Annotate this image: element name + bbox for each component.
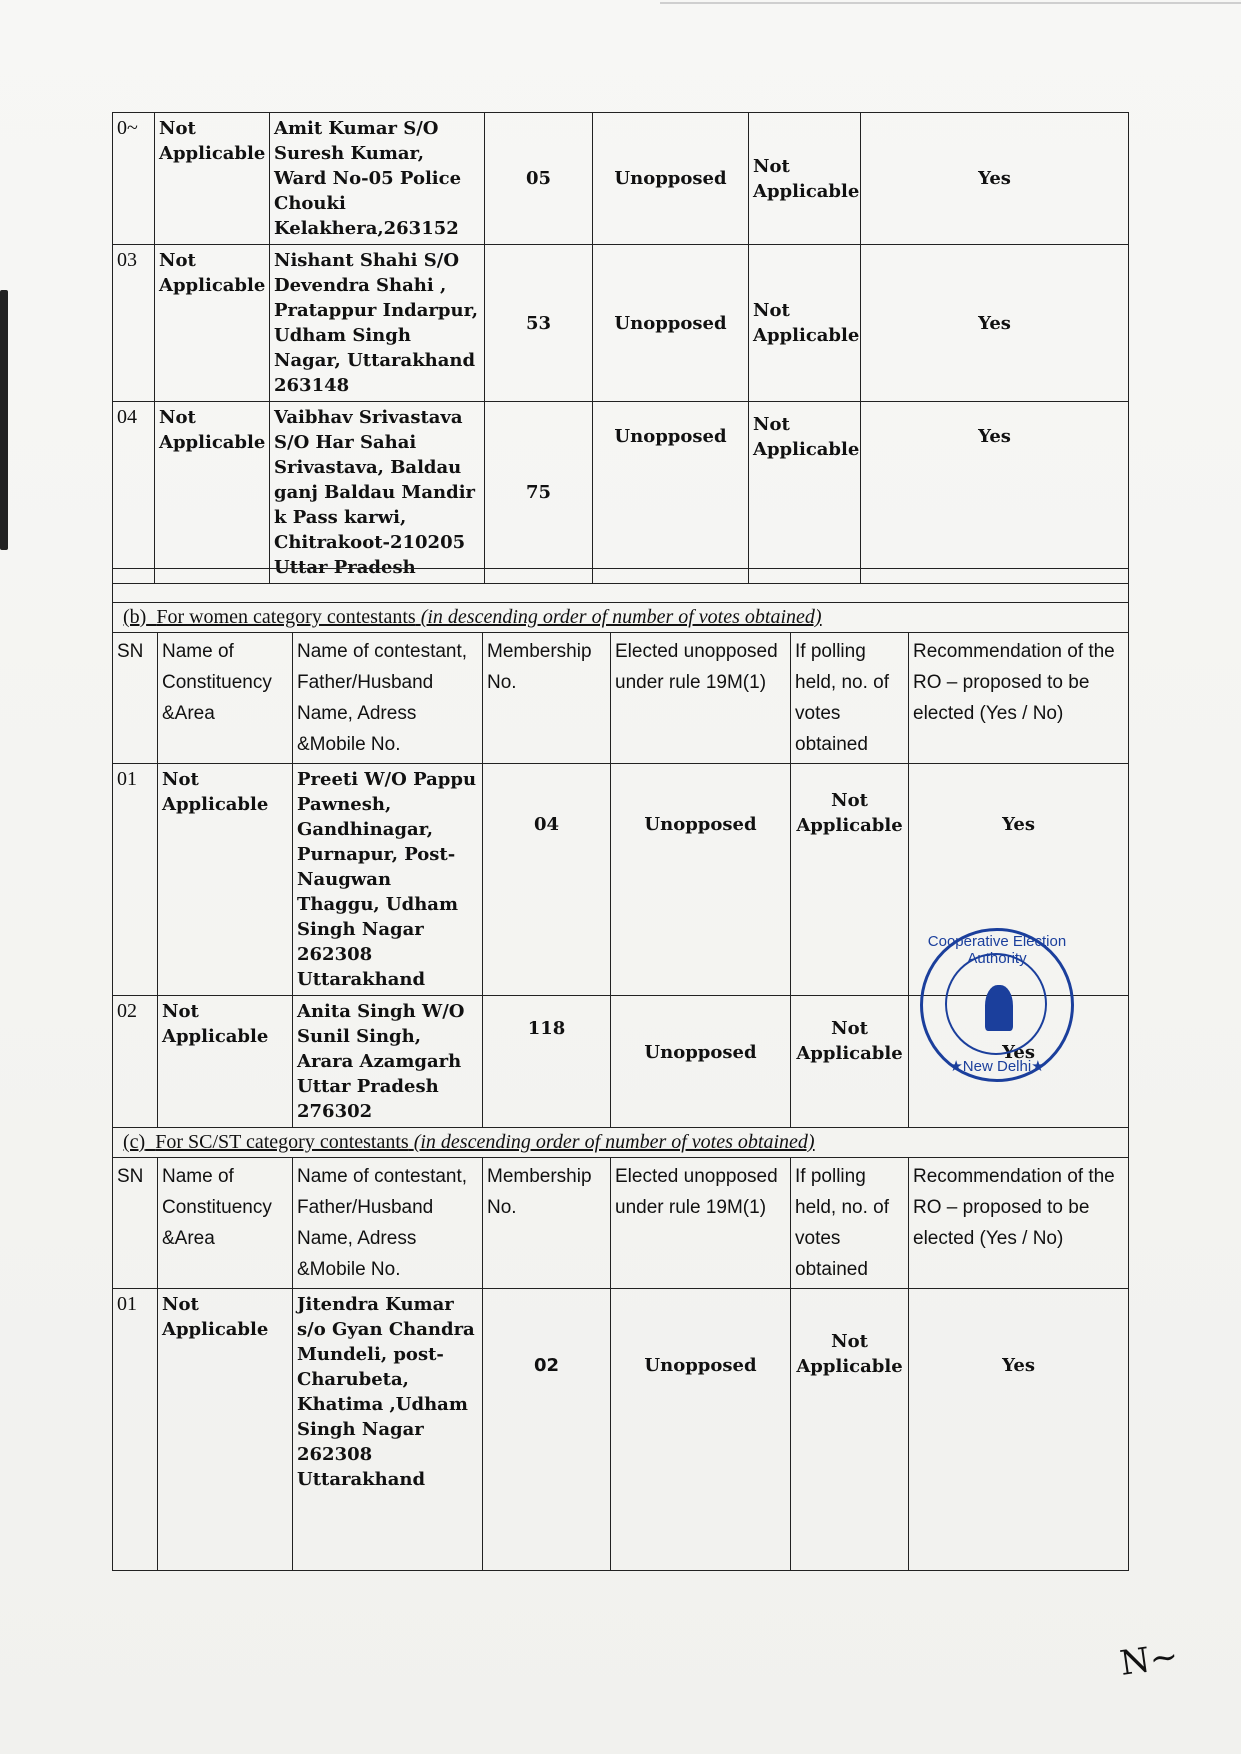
membership-cell: 05 — [485, 113, 593, 245]
section-b-note: (in descending order of number of votes obtained) — [420, 606, 822, 628]
constituency-cell: Not Applicable — [155, 245, 270, 402]
sn-cell: 01 — [113, 1289, 158, 1571]
stamp-inner-ring — [945, 953, 1047, 1055]
section-c-heading — [113, 1128, 1129, 1158]
section-b-prefix: (b) — [123, 606, 147, 628]
contestant-cell: Preeti W/O Pappu Pawnesh, Gandhinagar, Purnapur, Post-Naugwan Thaggu, Udham Singh Nagar 262308 Uttarakhand — [293, 764, 483, 996]
recommendation-cell: Yes — [909, 764, 1129, 996]
section-c-heading-row — [113, 1128, 1129, 1158]
section-c-header-row — [113, 1158, 1129, 1289]
header-membership: Membership No. — [483, 1158, 611, 1289]
elected-cell: Unopposed — [593, 402, 749, 584]
sn-cell: 02 — [113, 996, 158, 1128]
table-row — [113, 245, 1129, 402]
header-votes: If polling held, no. of votes obtained — [791, 1158, 909, 1289]
membership-cell: 53 — [485, 245, 593, 402]
header-contestant: Name of contestant, Father/Husband Name, Adress &Mobile No. — [293, 1158, 483, 1289]
section-b-heading-row — [113, 603, 1129, 633]
table-row — [113, 113, 1129, 245]
official-seal-stamp — [920, 928, 1074, 1082]
sn-cell: 0~ — [113, 113, 155, 245]
section-b-heading — [113, 603, 1129, 633]
header-contestant: Name of contestant, Father/Husband Name, Adress &Mobile No. — [293, 633, 483, 764]
constituency-cell: Not Applicable — [155, 113, 270, 245]
header-constituency: Name of Constituency &Area — [158, 1158, 293, 1289]
recommendation-cell: Yes — [861, 402, 1129, 584]
header-recommendation: Recommendation of the RO – proposed to be elected (Yes / No) — [909, 1158, 1129, 1289]
elected-cell: Unopposed — [593, 113, 749, 245]
section-c-prefix: (c) — [123, 1131, 146, 1153]
header-membership: Membership No. — [483, 633, 611, 764]
elected-cell: Unopposed — [593, 245, 749, 402]
spacer-row — [113, 569, 1129, 603]
votes-cell: Not Applicable — [791, 1289, 909, 1571]
contestant-cell: Amit Kumar S/O Suresh Kumar, Ward No-05 Police Chouki Kelakhera,263152 — [270, 113, 485, 245]
sn-cell: 03 — [113, 245, 155, 402]
constituency-cell: Not Applicable — [158, 1289, 293, 1571]
header-sn: SN — [113, 633, 158, 764]
constituency-cell: Not Applicable — [158, 764, 293, 996]
table-row — [113, 1289, 1129, 1571]
constituency-cell: Not Applicable — [155, 402, 270, 584]
contestant-cell: Jitendra Kumar s/o Gyan Chandra Mundeli, post-Charubeta, Khatima ,Udham Singh Nagar 262308 Uttarakhand — [293, 1289, 483, 1571]
header-constituency: Name of Constituency &Area — [158, 633, 293, 764]
section-b-title: For women category contestants — [156, 606, 416, 628]
stamp-bottom-text: ★New Delhi★ — [949, 1058, 1045, 1075]
votes-cell: Not Applicable — [791, 996, 909, 1128]
sn-cell: 01 — [113, 764, 158, 996]
votes-cell: Not Applicable — [791, 764, 909, 996]
constituency-cell: Not Applicable — [158, 996, 293, 1128]
elected-cell: Unopposed — [611, 764, 791, 996]
contestant-cell: Nishant Shahi S/O Devendra Shahi , Pratappur Indarpur, Udham Singh Nagar, Uttarakhand 263148 — [270, 245, 485, 402]
header-elected: Elected unopposed under rule 19M(1) — [611, 633, 791, 764]
votes-cell: Not Applicable — [749, 245, 861, 402]
votes-cell: Not Applicable — [749, 113, 861, 245]
elected-cell: Unopposed — [611, 996, 791, 1128]
membership-cell: 118 — [483, 996, 611, 1128]
membership-cell: 04 — [483, 764, 611, 996]
contestant-cell: Vaibhav Srivastava S/O Har Sahai Srivastava, Baldau ganj Baldau Mandir k Pass karwi, Chitrakoot-210205 Uttar Pradesh — [270, 402, 485, 584]
recommendation-cell: Yes — [909, 1289, 1129, 1571]
membership-cell: 02 — [483, 1289, 611, 1571]
header-sn: SN — [113, 1158, 158, 1289]
section-c-title: For SC/ST category contestants — [155, 1131, 409, 1153]
header-elected: Elected unopposed under rule 19M(1) — [611, 1158, 791, 1289]
recommendation-cell: Yes — [861, 113, 1129, 245]
table-row — [113, 402, 1129, 584]
scan-edge-mark — [0, 290, 8, 550]
national-emblem-icon — [985, 985, 1013, 1031]
section-b-header-row — [113, 633, 1129, 764]
elected-cell: Unopposed — [611, 1289, 791, 1571]
section-a-table — [112, 112, 1129, 584]
header-votes: If polling held, no. of votes obtained — [791, 633, 909, 764]
section-c-note: (in descending order of number of votes obtained) — [413, 1131, 815, 1153]
recommendation-cell: Yes — [909, 996, 1129, 1128]
signature: N~ — [1117, 1636, 1181, 1684]
recommendation-cell: Yes — [861, 245, 1129, 402]
sn-cell: 04 — [113, 402, 155, 584]
contestant-cell: Anita Singh W/O Sunil Singh, Arara Azamgarh Uttar Pradesh 276302 — [293, 996, 483, 1128]
membership-cell: 75 — [485, 402, 593, 584]
header-recommendation: Recommendation of the RO – proposed to be elected (Yes / No) — [909, 633, 1129, 764]
votes-cell: Not Applicable — [749, 402, 861, 584]
stamp-top-text: Cooperative Election Authority — [927, 933, 1067, 967]
page-top-edge — [660, 2, 1241, 4]
blank-cell — [113, 569, 1129, 603]
